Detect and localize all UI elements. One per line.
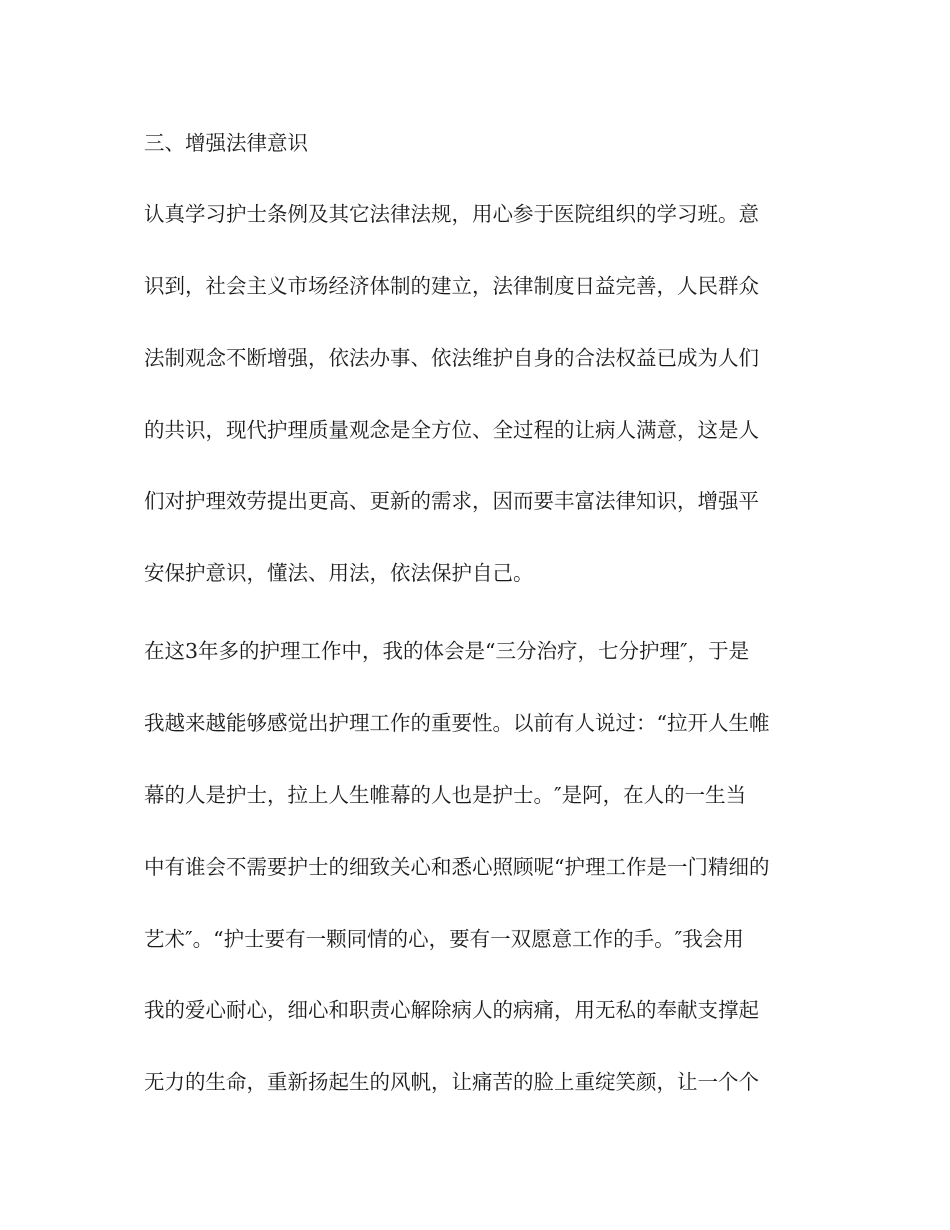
paragraph-line: 的共识，现代护理质量观念是全方位、全过程的让病人满意，这是人 xyxy=(144,418,759,442)
paragraph-line: 中有谁会不需要护士的细致关心和悉心照顾呢“护理工作是一门精细的 xyxy=(144,855,770,879)
paragraph-line: 幕的人是护士，拉上人生帷幕的人也是护士。″是阿，在人的一生当 xyxy=(144,783,747,807)
paragraph-line: 艺术″。“护士要有一颗同情的心，要有一双愿意工作的手。″我会用 xyxy=(144,927,744,951)
paragraph-line: 识到，社会主义市场经济体制的建立，法律制度日益完善，人民群众 xyxy=(144,274,759,298)
paragraph-line: 认真学习护士条例及其它法律法规，用心参于医院组织的学习班。意 xyxy=(144,202,759,226)
paragraph-line: 们对护理效劳提出更高、更新的需求，因而要丰富法律知识，增强平 xyxy=(144,489,759,513)
section-heading: 三、增强法律意识 xyxy=(144,131,308,155)
paragraph-line: 我越来越能够感觉出护理工作的重要性。以前有人说过：“拉开人生帷 xyxy=(144,711,770,735)
paragraph-line: 在这3年多的护理工作中，我的体会是“三分治疗，七分护理″，于是 xyxy=(144,639,750,663)
paragraph-line: 无力的生命，重新扬起生的风帆，让痛苦的脸上重绽笑颜，让一个个 xyxy=(144,1070,759,1094)
paragraph-line: 法制观念不断增强，依法办事、依法维护自身的合法权益已成为人们 xyxy=(144,346,759,370)
paragraph-line: 我的爱心耐心，细心和职责心解除病人的病痛，用无私的奉献支撑起 xyxy=(144,998,759,1022)
paragraph-line: 安保护意识，懂法、用法，依法保护自己。 xyxy=(144,561,534,585)
